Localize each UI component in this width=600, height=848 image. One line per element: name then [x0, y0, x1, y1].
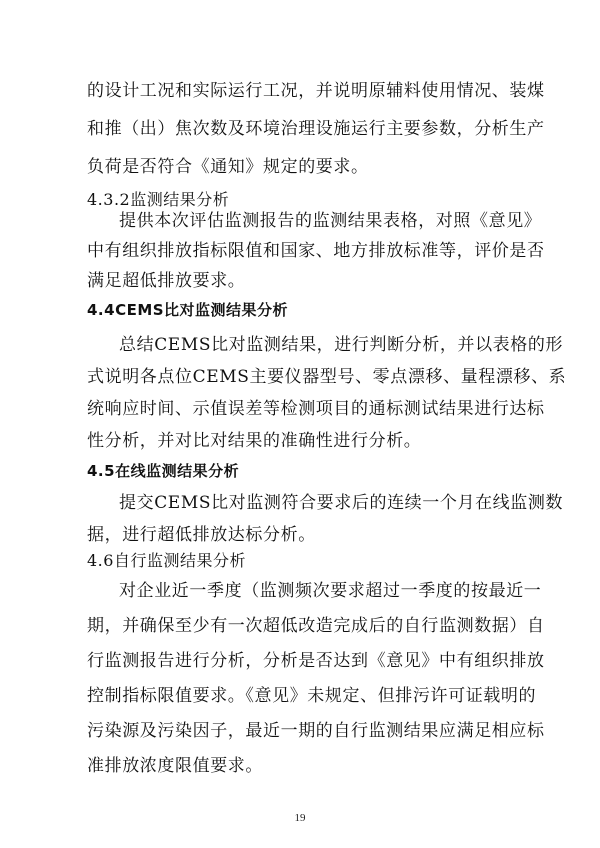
section-heading-4-3-2: 4.3.2监测结果分析 [87, 190, 230, 209]
paragraph-line: 式说明各点位CEMS主要仪器型号、零点漂移、量程漂移、系 [87, 367, 567, 387]
paragraph-line: 行监测报告进行分析，分析是否达到《意见》中有组织排放 [87, 651, 545, 671]
paragraph-line: 满足超低排放要求。 [87, 271, 246, 291]
page-number: 19 [294, 812, 306, 824]
paragraph-line: 据，进行超低排放达标分析。 [87, 525, 316, 545]
section-heading-4-6: 4.6自行监测结果分析 [87, 551, 246, 570]
paragraph-line: 期，并确保至少有一次超低改造完成后的自行监测数据）自 [87, 616, 545, 636]
section-heading-4-5: 4.5在线监测结果分析 [87, 462, 240, 480]
paragraph-line: 对企业近一季度（监测频次要求超过一季度的按最近一 [119, 581, 542, 601]
paragraph-line: 提交CEMS比对监测符合要求后的连续一个月在线监测数 [119, 493, 564, 513]
paragraph-line: 总结CEMS比对监测结果，进行判断分析，并以表格的形 [119, 335, 564, 355]
paragraph-line: 的设计工况和实际运行工况，并说明原辅料使用情况、装煤 [87, 81, 545, 101]
paragraph-line: 负荷是否符合《通知》规定的要求。 [87, 157, 369, 177]
paragraph-line: 污染源及污染因子，最近一期的自行监测结果应满足相应标 [87, 721, 545, 741]
paragraph-line: 提供本次评估监测报告的监测结果表格，对照《意见》 [119, 211, 542, 231]
paragraph-line: 准排放浓度限值要求。 [87, 756, 263, 776]
paragraph-line: 和推（出）焦次数及环境治理设施运行主要参数，分析生产 [87, 119, 545, 139]
section-heading-4-4: 4.4CEMS比对监测结果分析 [87, 301, 289, 319]
paragraph-line: 统响应时间、示值误差等检测项目的通标测试结果进行达标 [87, 399, 545, 419]
paragraph-line: 中有组织排放指标限值和国家、地方排放标准等，评价是否 [87, 241, 545, 261]
paragraph-line: 性分析，并对比对结果的准确性进行分析。 [87, 431, 422, 451]
paragraph-line: 控制指标限值要求。《意见》未规定、但排污许可证载明的 [87, 686, 537, 706]
